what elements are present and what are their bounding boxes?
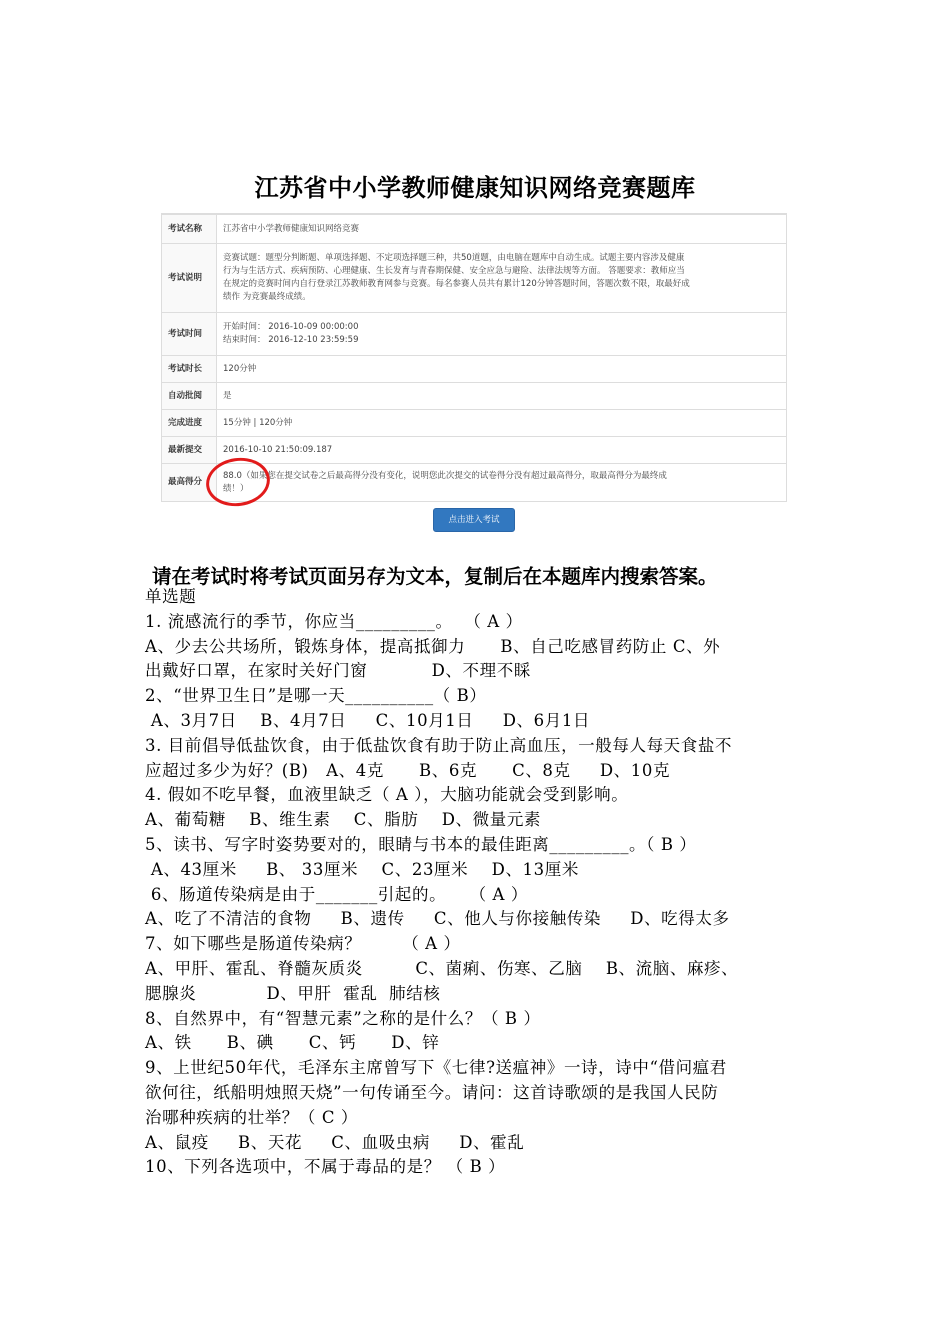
value-line: 结束时间： 2016-12-10 23:59:59 [223,335,359,345]
text-line: 应超过多少为好？(B) A、4克 B、6克 C、8克 D、10克 [145,760,671,780]
text-line: 9、上世纪50年代，毛泽东主席曾写下《七律?送瘟神》一诗，诗中“借问瘟君 [145,1058,727,1078]
value-line: 绩作 为竞赛最终成绩。 [223,292,311,302]
exam-info-table [161,214,787,502]
text-line: 8、自然界中，有“智慧元素”之称的是什么？（ B ） [145,1008,541,1028]
question-list [145,585,825,1180]
table-row [162,464,787,502]
row-label: 自动批阅 [162,383,217,410]
button-row [161,502,787,536]
value-line: 开始时间： 2016-10-09 00:00:00 [223,322,359,332]
enter-exam-button[interactable]: 点击进入考试 [433,508,515,532]
text-line: A、3月7日 B、4月7日 C、10月1日 D、6月1日 [145,710,591,730]
text-line: 腮腺炎 D、甲肝 霍乱 肺结核 [145,983,441,1003]
row-value [217,215,787,244]
value-line: 88.0（如果您在提交试卷之后最高得分没有变化，说明您此次提交的试卷得分没有超过最高得分，取最高得分为最终成 [223,470,667,481]
text-line: A、少去公共场所，锻炼身体，提高抵御力 B、自己吃感冒药防止 C、外 [145,636,721,656]
row-label: 最高得分 [162,464,217,502]
text-line: 6、肠道传染病是由于_______引起的。 （ A ） [145,884,528,904]
text-line: 治哪种疾病的壮举？（ C ） [145,1107,359,1127]
value-line: 江苏省中小学教师健康知识网络竞赛 [223,223,360,234]
table-row [162,437,787,464]
text-line: 单选题 [145,587,197,606]
row-label: 考试名称 [162,215,217,244]
table-row [162,410,787,437]
table-row [162,244,787,313]
value-line: 竞赛试题：题型分判断题、单项选择题、不定项选择题三种，共50道题，由电脑在题库中自动生成。试题主要内容涉及健康 [223,253,685,263]
text-line: 欲何往，纸船明烛照天烧”一句传诵至今。请问：这首诗歌颂的是我国人民防 [145,1082,719,1102]
table-row [162,356,787,383]
text-line: 4. 假如不吃早餐，血液里缺乏（ A ），大脑功能就会受到影响。 [145,785,629,805]
text-line: A、鼠疫 B、天花 C、血吸虫病 D、霍乱 [145,1132,525,1152]
row-label: 考试时间 [162,313,217,356]
notice-text: 请在考试时将考试页面另存为文本，复制后在本题库内搜索答案。 [152,565,718,588]
text-line: A、43厘米 B、 33厘米 C、23厘米 D、13厘米 [145,859,579,879]
text-line: 5、读书、写字时姿势要对的，眼睛与书本的最佳距离_________。（ B ） [145,834,697,854]
table-row [162,313,787,356]
row-value: 120分钟 [217,356,787,383]
value-line: 在规定的竞赛时间内自行登录江苏教师教育网参与竞赛。每名参赛人员共有累计120分钟答题时间，答题次数不限，取最好成 [223,279,690,289]
row-value: 2016-10-10 21:50:09.187 [217,437,787,464]
row-value [217,244,787,313]
text-line: A、葡萄糖 B、维生素 C、脂肪 D、微量元素 [145,810,542,830]
row-label: 最新提交 [162,437,217,464]
text-line: A、吃了不清洁的食物 B、遗传 C、他人与你接触传染 D、吃得太多 [145,909,730,929]
row-label: 完成进度 [162,410,217,437]
text-line: 7、如下哪些是肠道传染病？ （ A ） [145,934,461,954]
row-value [217,464,787,502]
row-label: 考试时长 [162,356,217,383]
row-value: 是 [217,383,787,410]
text-line: 3. 目前倡导低盐饮食，由于低盐饮食有助于防止高血压，一般每人每天食盐不 [145,735,733,755]
table-row [162,215,787,244]
table-row [162,383,787,410]
value-line: 行为与生活方式、疾病预防、心理健康、生长发育与青春期保健、安全应急与避险、法律法规等方面。 答题要求：教师应当 [223,266,685,276]
document-title: 江苏省中小学教师健康知识网络竞赛题库 [254,174,696,202]
row-value: 15分钟 | 120分钟 [217,410,787,437]
text-line: 2、“世界卫生日”是哪一天__________（ B） [145,686,487,706]
text-line: A、铁 B、碘 C、钙 D、锌 [145,1033,440,1053]
value-line: 绩！） [223,483,249,494]
exam-info-screenshot [161,213,787,536]
text-line: 1. 流感流行的季节，你应当_________。 （ A ） [145,611,523,631]
text-line: A、甲肝、霍乱、脊髓灰质炎 C、菌痢、伤寒、乙脑 B、流脑、麻疹、 [145,958,739,978]
row-label: 考试说明 [162,244,217,313]
text-line: 出戴好口罩，在家时关好门窗 D、不理不睬 [145,661,531,681]
row-value [217,313,787,356]
text-line: 10、下列各选项中，不属于毒品的是？ （ B ） [145,1157,506,1177]
